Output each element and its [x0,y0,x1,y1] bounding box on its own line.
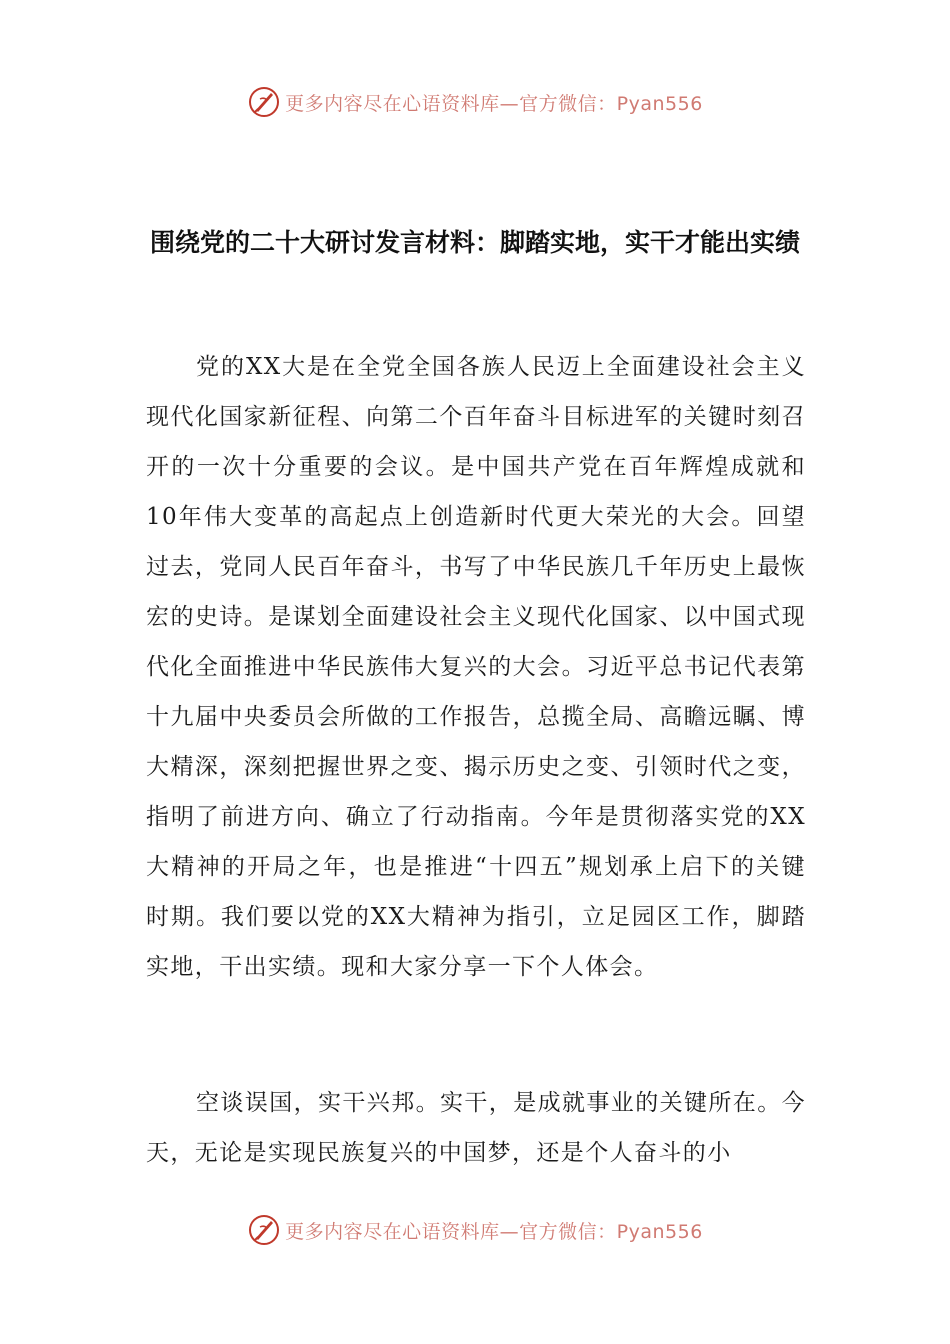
header-banner-text: 更多内容尽在心语资料库—官方微信：Pyan556 [285,92,703,115]
footer-banner [0,1210,950,1250]
footer-banner-text: 更多内容尽在心语资料库—官方微信：Pyan556 [285,1220,703,1243]
quill-pen-seal-icon [247,1213,281,1247]
quill-pen-seal-icon [247,85,281,119]
document-title: 围绕党的二十大研讨发言材料：脚踏实地，实干才能出实绩 [149,228,800,257]
paragraph-2: 空谈误国，实干兴邦。实干，是成就事业的关键所在。今天，无论是实现民族复兴的中国梦，还是个人奋斗的小 [146,1090,806,1166]
paragraph-1: 党的XX大是在全党全国各族人民迈上全面建设社会主义现代化国家新征程、向第二个百年奋斗目标进军的关键时刻召开的一次十分重要的会议。是中国共产党在百年辉煌成就和10年伟大变革的高起点上创造新时代更大荣光的大会。回望过去，党同人民百年奋斗，书写了中华民族几千年历史上最恢宏的史诗。是谋划全面建设社会主义现代化国家、以中国式现代化全面推进中华民族伟大复兴的大会。习近平总书记代表第十九届中央委员会所做的工作报告，总揽全局、高瞻远瞩、博大精深，深刻把握世界之变、揭示历史之变、引领时代之变，指明了前进方向、确立了行动指南。今年是贯彻落实党的XX大精神的开局之年，也是推进“十四五”规划承上启下的关键时期。我们要以党的XX大精神为指引，立足园区工作，脚踏实地，干出实绩。现和大家分享一下个人体会。 [146,354,806,980]
header-banner [0,82,950,122]
